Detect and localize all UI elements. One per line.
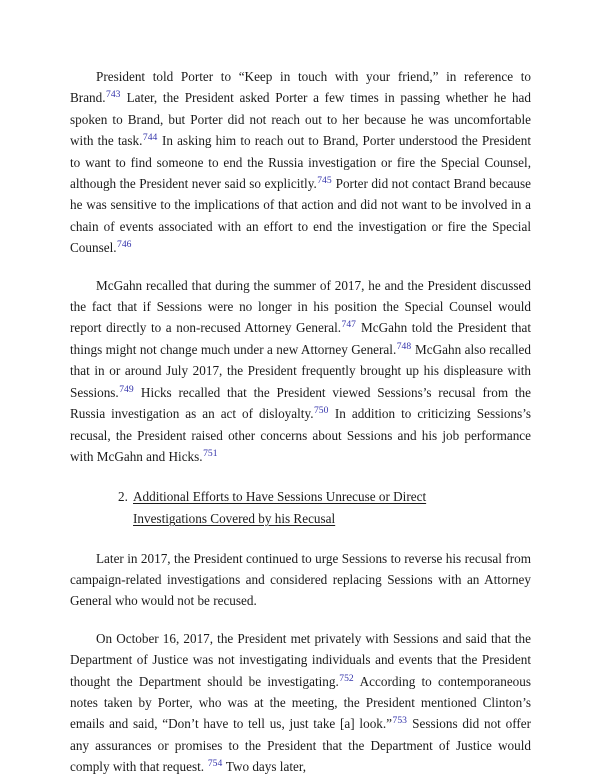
paragraph-text-run: On October 16, 2017, the President met privately with Sessions and said that the Department of Justice was not investigating individuals and events that the President thought the Department should be investigating. xyxy=(70,630,531,689)
paragraph-text-run: McGahn told the President that things might not change much under a new Attorney General. xyxy=(70,320,532,357)
paragraph-text-run: Later in 2017, the President continued to urge Sessions to reverse his recusal from campaign-related investigations and considered replacing Sessions with an Attorney General who would not be recused. xyxy=(70,550,531,609)
section-heading-title-line-2: Investigations Covered by his Recusal xyxy=(133,510,336,526)
footnote-reference[interactable]: 748 xyxy=(396,340,412,352)
body-paragraph xyxy=(70,66,531,259)
footnote-reference[interactable]: 752 xyxy=(339,672,354,684)
footnote-reference[interactable]: 749 xyxy=(119,383,134,395)
body-paragraph xyxy=(70,628,531,778)
text-column xyxy=(70,66,531,778)
paragraph-text-run: McGahn recalled that during the summer of 2017, he and the President discussed the fact that if Sessions were no longer in his position the Special Counsel would report directly to a non-recused Attorney General. xyxy=(70,277,531,336)
body-paragraph xyxy=(70,548,531,612)
footnote-reference[interactable]: 753 xyxy=(392,715,407,727)
paragraph-text-run: McGahn also recalled that in or around July 2017, the President frequently brought up his displeasure with Sessions. xyxy=(70,341,531,400)
footnote-reference[interactable]: 744 xyxy=(142,132,158,144)
body-paragraph xyxy=(70,275,531,468)
paragraph-text-run: Later, the President asked Porter a few times in passing whether he had spoken to Brand, but Porter did not reach out to her because he was uncomfortable with the task. xyxy=(70,90,531,149)
footnote-reference[interactable]: 750 xyxy=(314,405,329,417)
section-heading-title-line-1: Additional Efforts to Have Sessions Unrecuse or Direct xyxy=(133,489,427,505)
footnote-reference[interactable]: 747 xyxy=(341,319,356,331)
paragraph-text-run: Hicks recalled that the President viewed Sessions’s recusal from the Russia investigation as an act of disloyalty. xyxy=(70,384,531,422)
paragraph-text-run: President told Porter to “Keep in touch with your friend,” in reference to Brand. xyxy=(70,69,531,106)
footnote-reference[interactable]: 754 xyxy=(207,758,223,770)
paragraph-text-run: Porter did not contact Brand because he was sensitive to the implications of that action and did not want to be involved in a chain of events associated with an effort to end the investigation or fire the Special Counsel. xyxy=(70,176,532,256)
section-heading-number: 2. xyxy=(118,489,128,505)
footnote-reference[interactable]: 745 xyxy=(317,175,332,187)
section-heading-line-2 xyxy=(118,508,531,530)
paragraph-text-run: In addition to criticizing Sessions’s recusal, the President raised other concerns about Sessions and his job performance with McGahn and Hicks. xyxy=(70,406,531,464)
footnote-reference[interactable]: 746 xyxy=(117,239,132,251)
footnote-reference[interactable]: 743 xyxy=(106,89,121,101)
section-heading xyxy=(70,486,531,529)
paragraph-text-run: According to contemporaneous notes taken by Porter, who was at the meeting, the President mentioned Clinton’s emails and said, “Don’t have to tell us, just take [a] look.” xyxy=(70,673,531,732)
section-heading-line-1 xyxy=(118,486,531,508)
paragraph-text-run: Two days later, xyxy=(222,759,307,775)
paragraph-text-run: In asking him to reach out to Brand, Porter understood the President to want to find someone to end the Russia investigation or fire the Special Counsel, although the President never said so explicitly. xyxy=(70,133,531,192)
paragraph-text-run: Sessions did not offer any assurances or promises to the President that the Department of Justice would comply with that request. xyxy=(70,716,531,775)
footnote-reference[interactable]: 751 xyxy=(203,447,218,459)
